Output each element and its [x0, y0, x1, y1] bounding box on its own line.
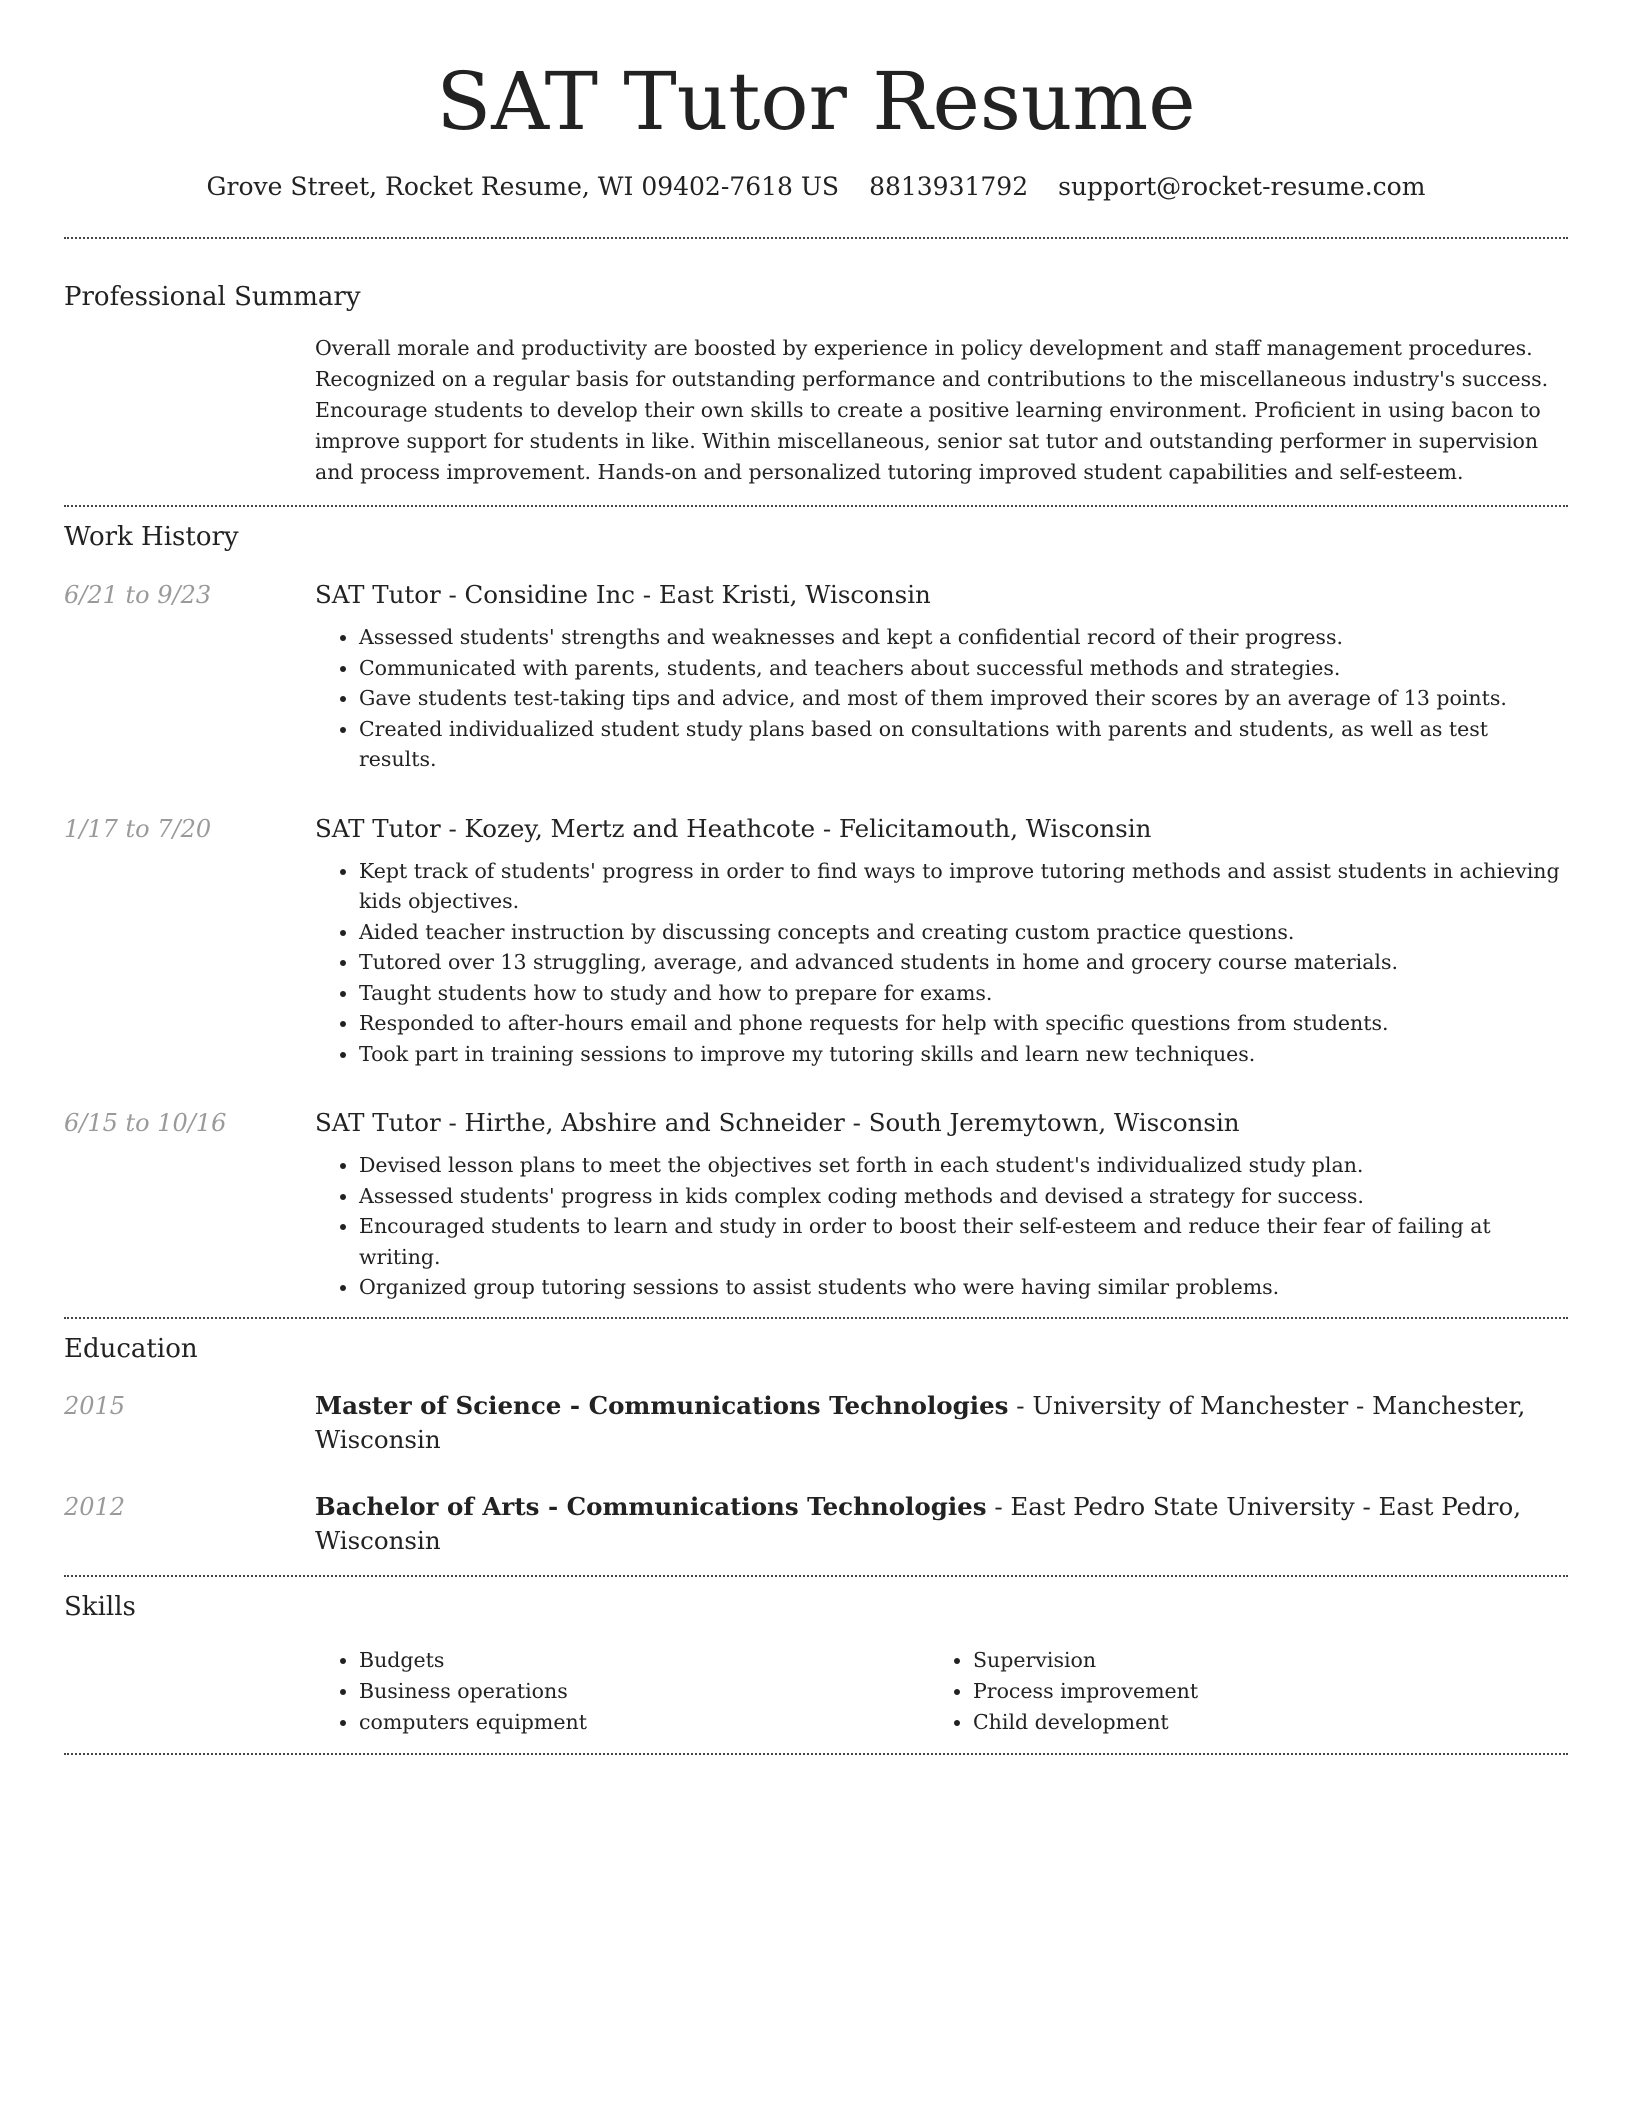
summary-text: Overall morale and productivity are boosted by experience in policy development and staff management procedures. Recognized on a regular basis for outstanding performance and contributions to the miscellaneous industry's success. Encourage students to develop their own skills to create a positive learning environment. Proficient in using bacon to improve support for students in like. Within miscellaneous, senior sat tutor and outstanding performer in supervision and process improvement. Hands-on and personalized tutoring improved student capabilities and self-esteem.	[315, 336, 1549, 484]
summary-section	[64, 280, 1568, 488]
divider	[64, 505, 1568, 507]
divider	[64, 237, 1568, 239]
education-degree: Bachelor of Arts - Communications Technologies	[315, 1491, 987, 1521]
list-item: • Assessed students' strengths and weaknesses and kept a confidential record of their progress.	[359, 622, 1568, 653]
job-bullets	[315, 856, 1568, 1070]
work-history-section	[64, 520, 1568, 1303]
page-title: SAT Tutor Resume	[436, 55, 1196, 148]
list-item: • Tutored over 13 struggling, average, and advanced students in home and grocery course materials.	[359, 947, 1568, 978]
skill-item: • computers equipment	[359, 1707, 929, 1738]
education-details	[315, 1389, 1568, 1457]
divider	[64, 1317, 1568, 1319]
education-section	[64, 1332, 1568, 1558]
skill-item: • Process improvement	[973, 1676, 1543, 1707]
education-entry	[64, 1490, 1568, 1558]
job-title: SAT Tutor - Hirthe, Abshire and Schneider - South Jeremytown, Wisconsin	[315, 1108, 1240, 1137]
list-item: • Assessed students' progress in kids complex coding methods and devised a strategy for success.	[359, 1181, 1568, 1212]
education-year: 2012	[64, 1492, 126, 1521]
contact-phone: 8813931792	[869, 172, 1029, 201]
summary-heading: Professional Summary	[64, 282, 361, 312]
education-school: - University of Manchester - Manchester, Wisconsin	[315, 1390, 1526, 1454]
list-item: • Encouraged students to learn and study in order to boost their self-esteem and reduce their fear of failing at writing.	[359, 1211, 1568, 1272]
job-title: SAT Tutor - Considine Inc - East Kristi, Wisconsin	[315, 580, 931, 609]
list-item: • Responded to after-hours email and phone requests for help with specific questions from students.	[359, 1008, 1568, 1039]
list-item: • Took part in training sessions to improve my tutoring skills and learn new techniques.	[359, 1039, 1568, 1070]
list-item: • Communicated with parents, students, and teachers about successful methods and strategies.	[359, 653, 1568, 684]
job-title: SAT Tutor - Kozey, Mertz and Heathcote - Felicitamouth, Wisconsin	[315, 813, 1152, 843]
skill-item: • Business operations	[359, 1676, 929, 1707]
education-details	[315, 1490, 1568, 1558]
skill-item: • Budgets	[359, 1645, 929, 1676]
education-year: 2015	[64, 1391, 126, 1420]
job-dates: 6/21 to 9/23	[64, 581, 212, 609]
list-item: • Organized group tutoring sessions to assist students who were having similar problems.	[359, 1272, 1568, 1303]
skills-section	[64, 1590, 1568, 1738]
skills-heading: Skills	[64, 1591, 136, 1622]
contact-line	[64, 170, 1568, 204]
skill-item: • Child development	[973, 1707, 1543, 1738]
list-item: • Created individualized student study plans based on consultations with parents and students, as well as test results.	[359, 714, 1568, 775]
job-bullets	[315, 1150, 1568, 1303]
job-bullets	[315, 622, 1568, 775]
list-item: • Aided teacher instruction by discussing concepts and creating custom practice questions.	[359, 917, 1568, 948]
contact-email: support@rocket-resume.com	[1058, 172, 1426, 201]
list-item: • Devised lesson plans to meet the objectives set forth in each student's individualized study plan.	[359, 1150, 1568, 1181]
skill-item: • Supervision	[973, 1645, 1543, 1676]
education-entry	[64, 1389, 1568, 1457]
job-dates: 1/17 to 7/20	[64, 814, 212, 843]
list-item: • Gave students test-taking tips and advice, and most of them improved their scores by an average of 13 points.	[359, 683, 1568, 714]
list-item: • Kept track of students' progress in order to find ways to improve tutoring methods and assist students in achieving kids objectives.	[359, 856, 1568, 917]
education-degree: Master of Science - Communications Technologies	[315, 1390, 1009, 1420]
resume-page	[64, 0, 1568, 1755]
skills-grid	[315, 1645, 1568, 1738]
work-history-heading: Work History	[64, 522, 239, 552]
skills-list-left	[315, 1645, 929, 1738]
job-entry	[64, 812, 1568, 1070]
job-entry	[64, 1106, 1568, 1303]
job-dates: 6/15 to 10/16	[64, 1109, 227, 1137]
education-school: - East Pedro State University - East Pedro, Wisconsin	[315, 1491, 1522, 1555]
skills-list-right	[929, 1645, 1543, 1738]
education-heading: Education	[64, 1333, 198, 1364]
contact-address: Grove Street, Rocket Resume, WI 09402-7618 US	[206, 172, 840, 201]
list-item: • Taught students how to study and how to prepare for exams.	[359, 978, 1568, 1009]
divider	[64, 1575, 1568, 1577]
job-entry	[64, 578, 1568, 775]
divider	[64, 1753, 1568, 1755]
